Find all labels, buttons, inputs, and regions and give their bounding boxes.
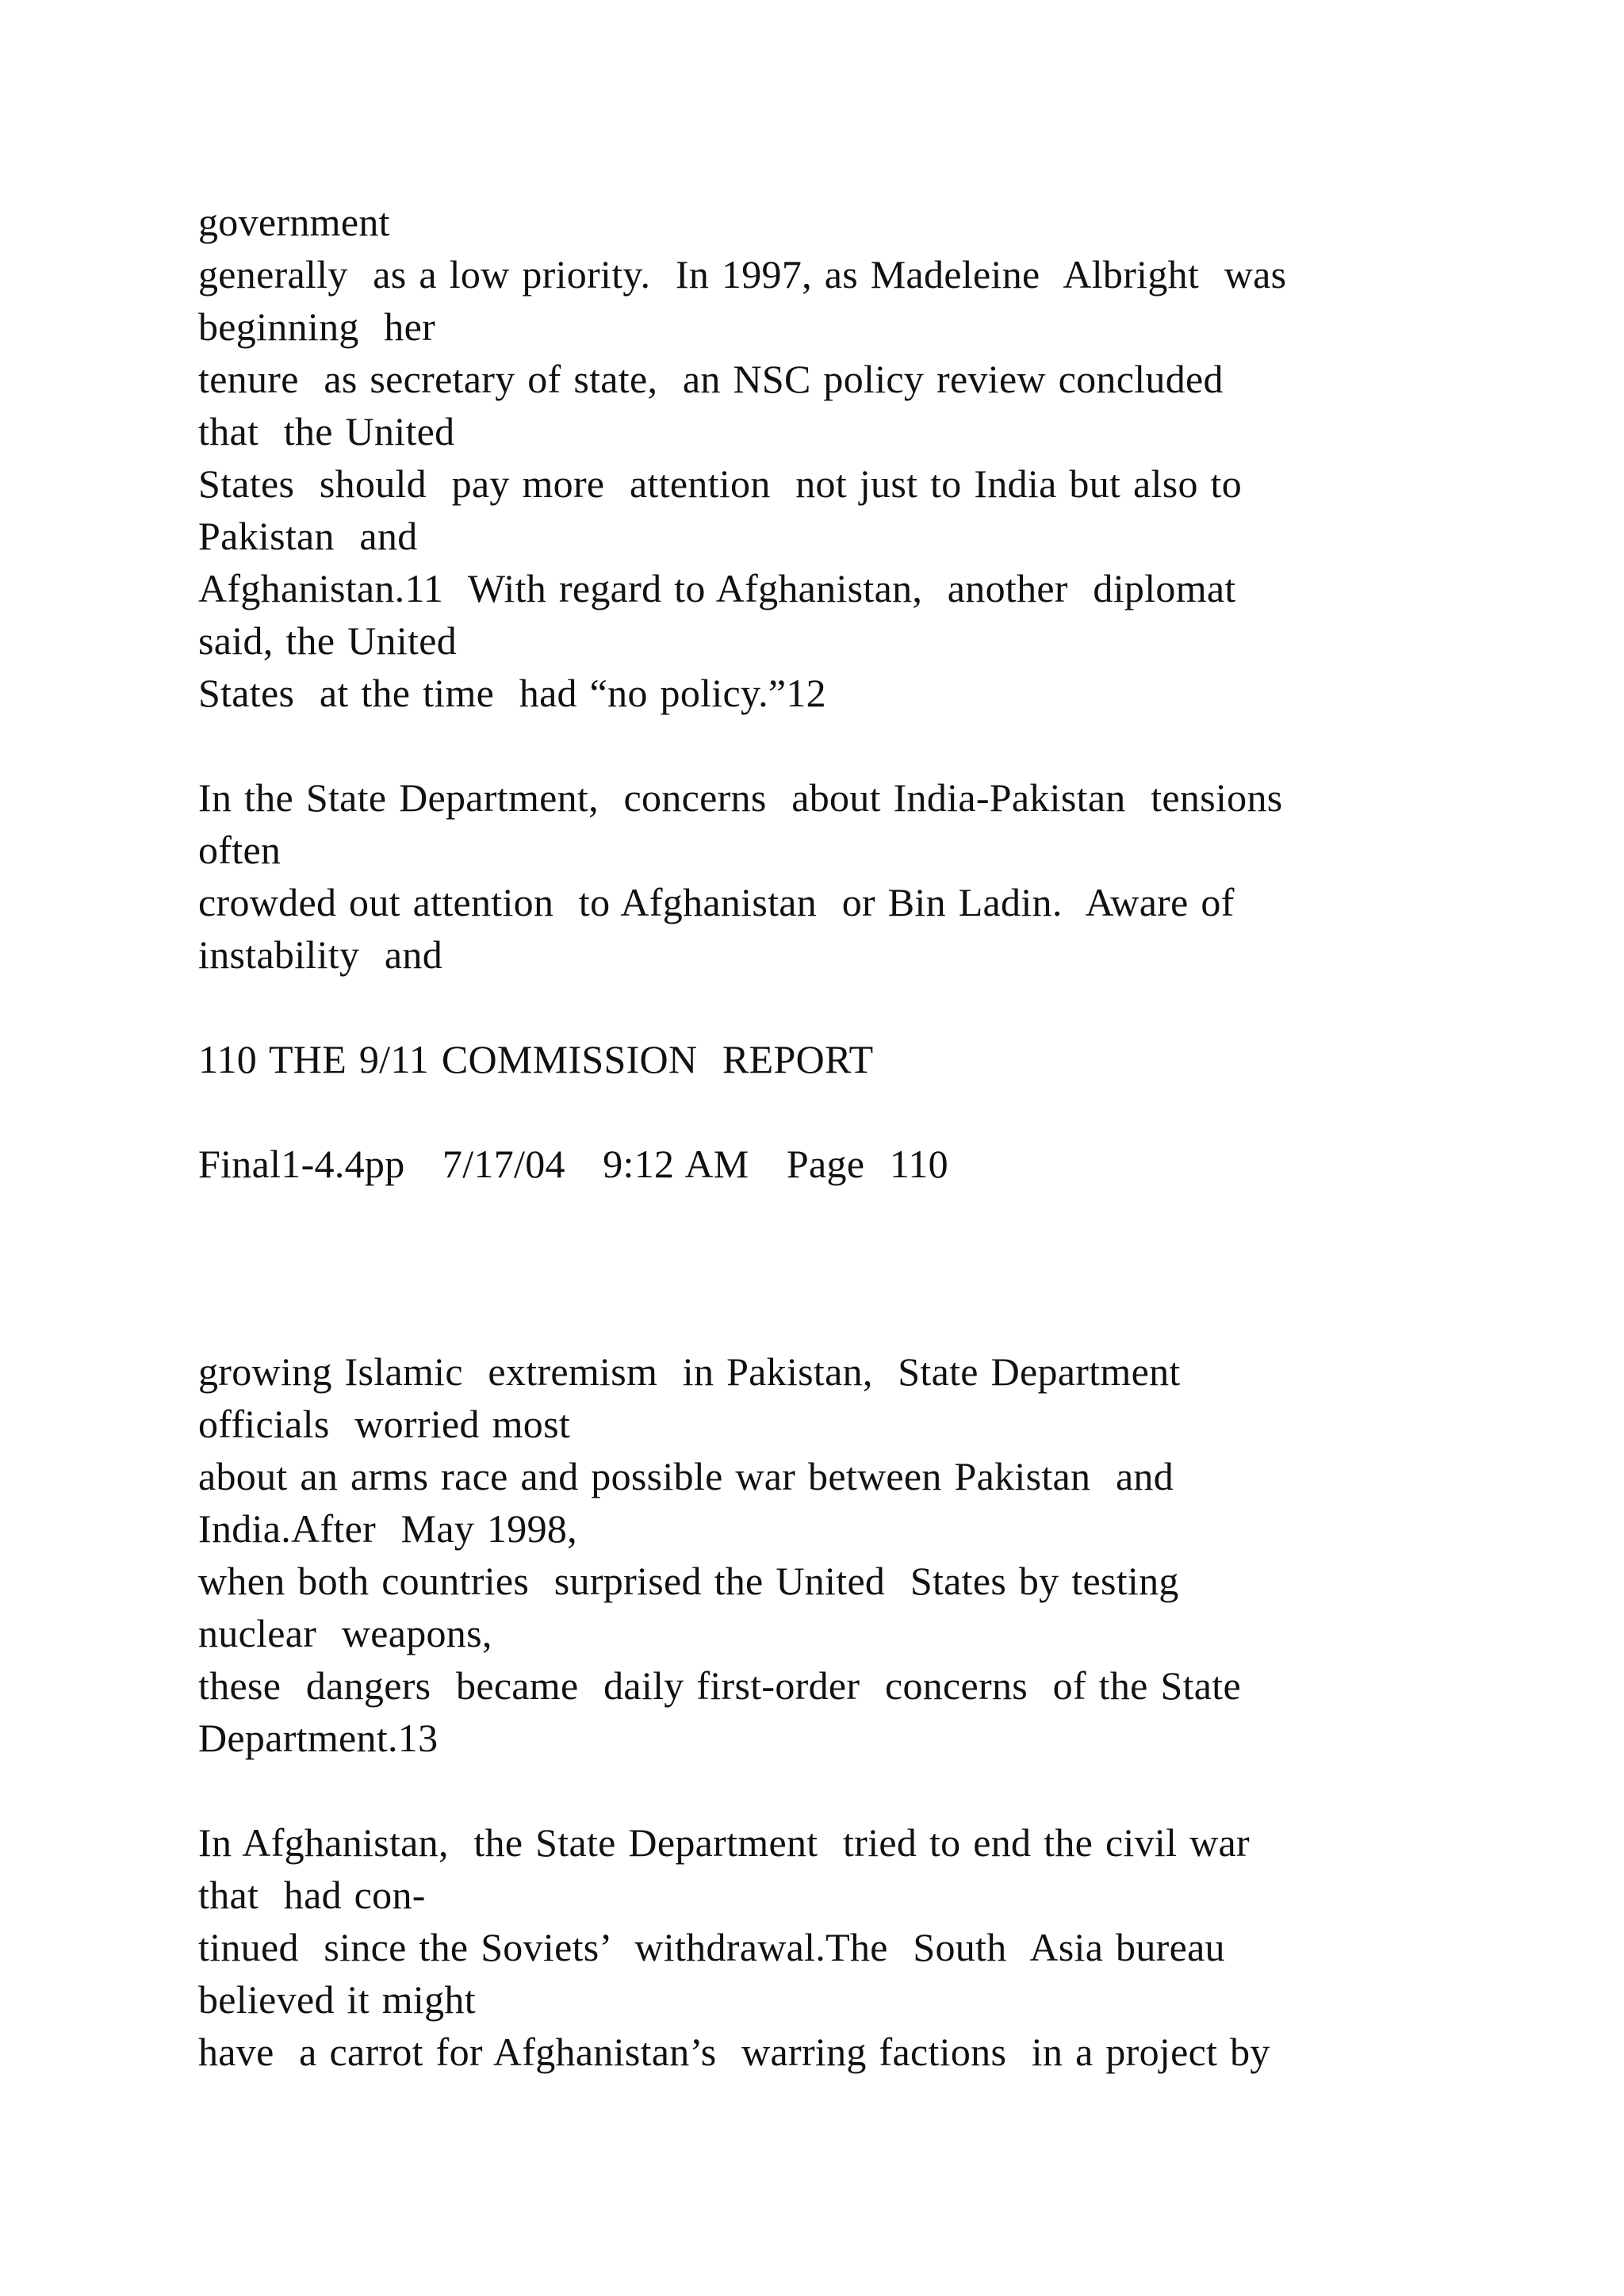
text-line: nuclear weapons, xyxy=(198,1611,492,1655)
text-line: when both countries surprised the United States by testing xyxy=(198,1559,1179,1603)
text-line: these dangers became daily first-order concerns of the State xyxy=(198,1663,1241,1708)
text-line: about an arms race and possible war between Pakistan and xyxy=(198,1454,1174,1498)
text-line: In Afghanistan, the State Department tried to end the civil war xyxy=(198,1820,1250,1865)
text-line: States should pay more attention not just to India but also to xyxy=(198,461,1243,506)
text-line: officials worried most xyxy=(198,1402,571,1446)
text-line: instability and xyxy=(198,932,442,977)
text-line: believed it might xyxy=(198,1977,476,2022)
text-line: tinued since the Soviets’ withdrawal.The South Asia bureau xyxy=(198,1925,1225,1969)
text-line: often xyxy=(198,828,282,872)
running-footer: 110 THE 9/11 COMMISSION REPORT xyxy=(198,1037,874,1081)
text-line: crowded out attention to Afghanistan or Bin Ladin. Aware of xyxy=(198,880,1235,924)
text-line: tenure as secretary of state, an NSC policy review concluded xyxy=(198,357,1224,401)
text-line: India.After May 1998, xyxy=(198,1506,577,1551)
text-line: government xyxy=(198,200,390,244)
text-line: said, the United xyxy=(198,618,458,663)
text-line: In the State Department, concerns about India-Pakistan tensions xyxy=(198,775,1283,820)
text-line: Pakistan and xyxy=(198,514,418,558)
text-line: States at the time had “no policy.”12 xyxy=(198,671,826,715)
text-line: that the United xyxy=(198,409,455,453)
text-line: that had con- xyxy=(198,1873,426,1917)
text-line: generally as a low priority. In 1997, as Madeleine Albright was xyxy=(198,252,1287,297)
text-line: beginning her xyxy=(198,304,436,349)
text-line: have a carrot for Afghanistan’s warring factions in a project by xyxy=(198,2030,1270,2074)
text-line: Afghanistan.11 With regard to Afghanistan, another diplomat xyxy=(198,566,1236,610)
page-slug: Final1-4.4pp 7/17/04 9:12 AM Page 110 xyxy=(198,1142,948,1186)
text-line: growing Islamic extremism in Pakistan, State Department xyxy=(198,1349,1181,1394)
text-line: Department.13 xyxy=(198,1716,439,1760)
